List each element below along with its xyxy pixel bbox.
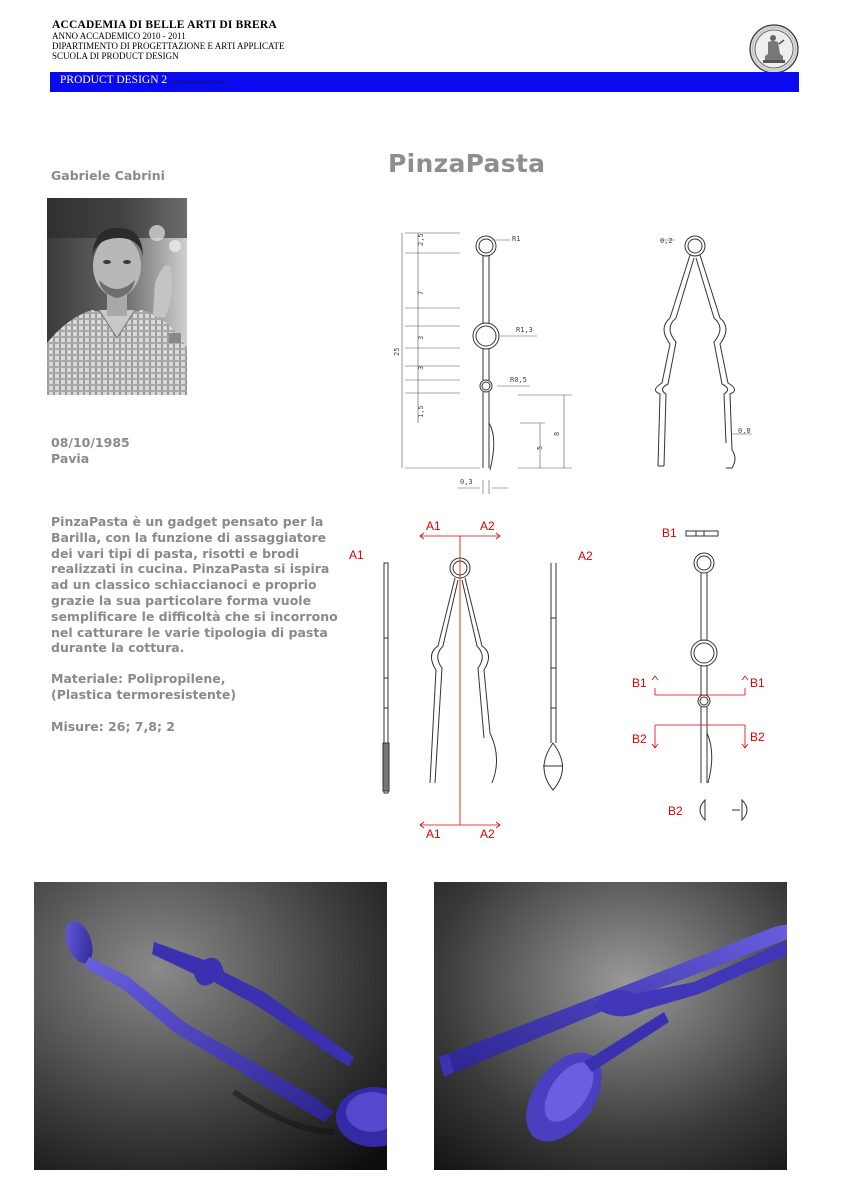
side-view-a2 [543, 563, 563, 790]
label-a2-bottom: A2 [480, 827, 495, 841]
department-name: DIPARTIMENTO DI PROGETTAZIONE E ARTI APPLICATE [52, 41, 285, 51]
dim-3-a: 3 [417, 335, 425, 340]
label-b1-section: B1 [662, 526, 677, 540]
dim-3-b: 3 [417, 365, 425, 370]
student-portrait [47, 198, 187, 395]
dim-r1: R1 [512, 235, 521, 243]
birth-date: 08/10/1985 [51, 435, 130, 450]
dimensions-info: Misure: 26; 7,8; 2 [51, 719, 175, 734]
course-band [50, 72, 799, 92]
label-b2-right: B2 [750, 730, 765, 744]
label-a2-side: A2 [578, 549, 593, 563]
label-a1-bottom: A1 [426, 827, 441, 841]
course-title: PRODUCT DESIGN 2 [60, 74, 168, 86]
b2-sections [700, 800, 747, 820]
label-b2-section: B2 [668, 804, 683, 818]
open-view [655, 236, 735, 468]
label-a1-top: A1 [426, 519, 441, 533]
front-view-b [686, 531, 718, 783]
product-render-right [434, 882, 787, 1170]
material-line-2: (Plastica termoresistente) [51, 687, 237, 702]
dim-25: 25 [393, 347, 401, 356]
author-name: Gabriele Cabrini [51, 168, 165, 183]
open-view-section [430, 558, 497, 783]
material-info [51, 671, 236, 703]
school-name: SCUOLA DI PRODUCT DESIGN [52, 51, 179, 61]
dim-5: 5 [536, 445, 544, 450]
label-a1-side: A1 [349, 548, 364, 562]
label-b1-left: B1 [632, 676, 647, 690]
label-a2-top: A2 [480, 519, 495, 533]
dim-8: 8 [553, 431, 561, 436]
technical-drawing [340, 218, 820, 850]
dim-r0-5: R0,5 [510, 376, 527, 384]
side-view-a1 [383, 563, 389, 793]
course-subtitle: prof.ssa Alessandra Pacifici [171, 80, 228, 85]
institution-name: ACCADEMIA DI BELLE ARTI DI BRERA [52, 19, 277, 31]
dim-2-5: 2,5 [417, 233, 425, 246]
material-line-1: Materiale: Polipropilene, [51, 671, 226, 686]
dim-0-2: 0,2 [660, 237, 673, 245]
academy-seal-icon [749, 24, 799, 74]
dim-7: 7 [417, 290, 425, 295]
label-b1-right: B1 [750, 676, 765, 690]
birth-place: Pavia [51, 451, 90, 466]
product-render-left [34, 882, 387, 1170]
dim-r1-3: R1,3 [516, 326, 533, 334]
project-title: PinzaPasta [388, 149, 546, 178]
birth-info [51, 435, 130, 467]
academic-year: ANNO ACCADEMICO 2010 - 2011 [52, 31, 186, 41]
dim-0-3: 0,3 [460, 478, 473, 486]
dim-0-8: 0,8 [738, 427, 751, 435]
front-view [473, 236, 499, 470]
project-description: PinzaPasta è un gadget pensato per la Barilla, con la funzione di assaggiatore dei vari tipi di pasta, risotti e brodi realizzati in cucina. PinzaPasta si ispira ad un classico schiaccianoci e proprio grazie la sua particolare forma vuole semplificare le difficoltà che si incorrono nel catturare le varie tipologia di pasta durante la cottura. [51, 514, 338, 656]
label-b2-left: B2 [632, 732, 647, 746]
dim-1-5: 1,5 [417, 405, 425, 418]
